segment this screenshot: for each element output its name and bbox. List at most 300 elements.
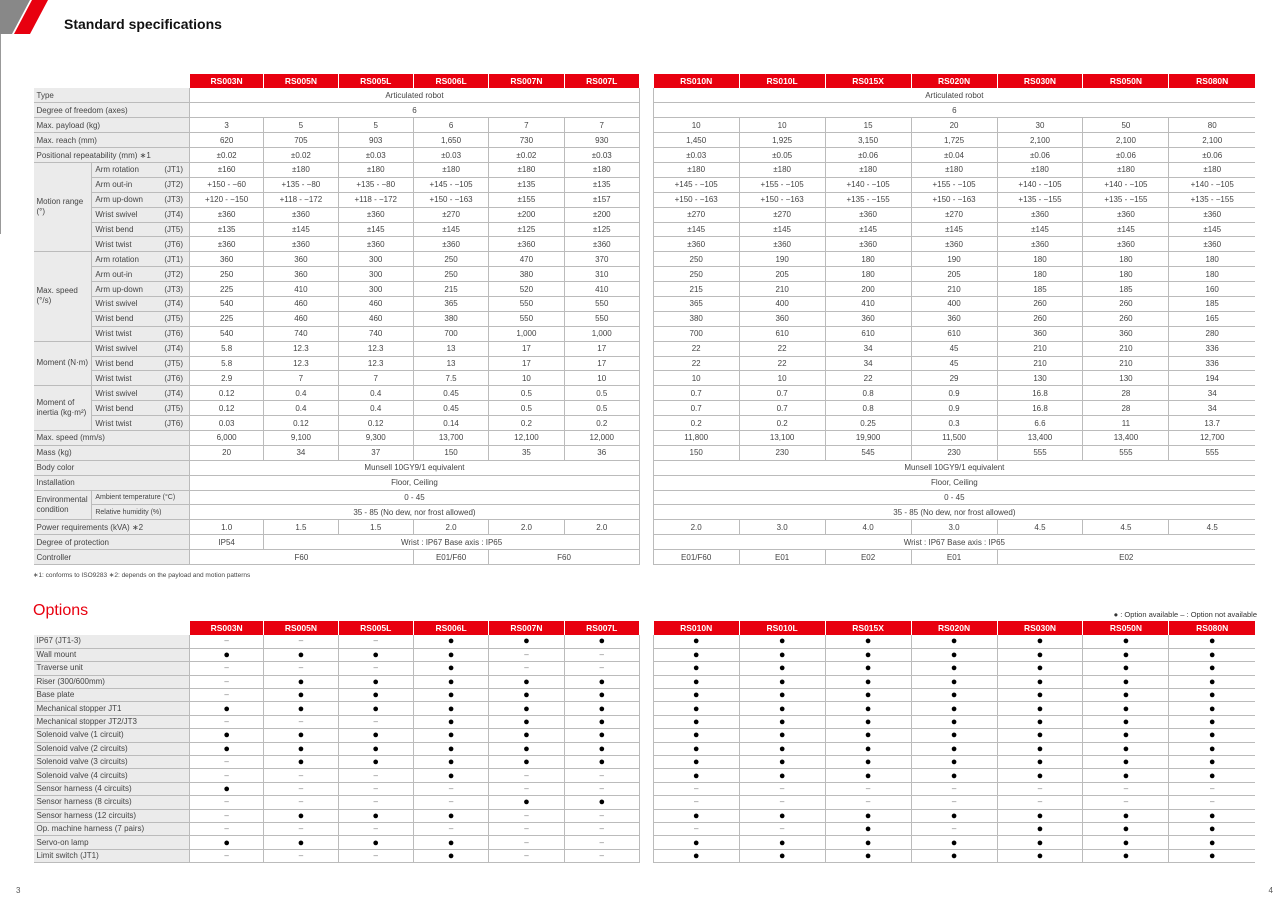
spec-row-group <box>34 162 1256 177</box>
sub-label-text: Arm rotation <box>95 165 139 175</box>
spec-row-power <box>34 520 1256 535</box>
spec-value: 360 <box>997 326 1083 341</box>
row-label: Degree of freedom (axes) <box>34 103 190 118</box>
sub-label <box>92 296 190 311</box>
option-unavailable-dash: – <box>338 769 413 782</box>
spec-value: 0.9 <box>911 401 997 416</box>
spec-value: 0.12 <box>189 386 263 401</box>
spec-value: 36 <box>564 445 639 460</box>
option-unavailable-dash: – <box>338 796 413 809</box>
spec-value: 0.5 <box>564 401 639 416</box>
option-unavailable-dash: – <box>564 782 639 795</box>
spec-value: Articulated robot <box>189 88 639 103</box>
spec-value: ±135 <box>489 177 564 192</box>
spec-value: Floor, Ceiling <box>189 475 639 490</box>
spec-value: 29 <box>911 371 997 386</box>
option-unavailable-dash: – <box>264 662 338 675</box>
spec-value: 300 <box>338 267 413 282</box>
spec-value: 610 <box>825 326 911 341</box>
option-available-dot: ● <box>564 689 639 702</box>
column-gap <box>639 341 653 356</box>
option-available-dot: ● <box>997 689 1083 702</box>
option-row <box>34 809 1256 822</box>
column-gap <box>639 252 653 267</box>
spec-value: 545 <box>825 445 911 460</box>
sub-label-text: Wrist swivel <box>95 388 138 398</box>
spec-row-group <box>34 356 1256 371</box>
option-unavailable-dash: – <box>413 782 488 795</box>
spec-value: 190 <box>911 252 997 267</box>
spec-value: 13,400 <box>1083 430 1169 445</box>
option-unavailable-dash: – <box>564 809 639 822</box>
option-row <box>34 756 1256 769</box>
sub-label <box>92 282 190 297</box>
spec-value: 7 <box>264 371 338 386</box>
joint-label: (JT5) <box>164 403 183 413</box>
option-available-dot: ● <box>739 662 825 675</box>
spec-value: Munsell 10GY9/1 equivalent <box>653 460 1255 475</box>
spec-value: 12,700 <box>1169 430 1255 445</box>
option-unavailable-dash: – <box>413 822 488 835</box>
spec-value: 205 <box>739 267 825 282</box>
column-gap <box>639 782 653 795</box>
spec-value: ±0.04 <box>911 148 997 163</box>
model-header: RS015X <box>825 74 911 88</box>
spec-row-group <box>34 371 1256 386</box>
spec-value: E01/F60 <box>413 550 488 565</box>
spec-value: 7 <box>564 118 639 133</box>
spec-value: ±180 <box>564 162 639 177</box>
spec-value: 11,800 <box>653 430 739 445</box>
option-available-dot: ● <box>1169 756 1255 769</box>
option-row <box>34 648 1256 661</box>
column-gap <box>639 809 653 822</box>
model-header: RS003N <box>190 621 264 635</box>
row-label: Body color <box>34 460 190 475</box>
spec-value: ±270 <box>739 207 825 222</box>
sub-label-text: Wrist bend <box>95 314 134 324</box>
sub-label-text: Wrist swivel <box>95 210 138 220</box>
spec-value: 12.3 <box>338 341 413 356</box>
option-unavailable-dash: – <box>653 782 739 795</box>
option-available-dot: ● <box>1083 729 1169 742</box>
option-available-dot: ● <box>825 729 911 742</box>
spec-value: 11,500 <box>911 430 997 445</box>
option-unavailable-dash: – <box>338 635 413 648</box>
option-unavailable-dash: – <box>564 769 639 782</box>
option-available-dot: ● <box>1083 849 1169 862</box>
spec-value: E02 <box>825 550 911 565</box>
spec-value: 2,100 <box>1169 133 1255 148</box>
spec-header-row <box>34 74 1256 88</box>
option-unavailable-dash: – <box>825 782 911 795</box>
option-available-dot: ● <box>264 836 338 849</box>
option-unavailable-dash: – <box>489 849 564 862</box>
model-header: RS010N <box>653 621 739 635</box>
sub-label <box>92 162 190 177</box>
sub-label <box>92 192 190 207</box>
joint-label: (JT4) <box>164 388 183 398</box>
option-available-dot: ● <box>489 729 564 742</box>
spec-value: ±0.03 <box>564 148 639 163</box>
option-available-dot: ● <box>911 702 997 715</box>
spec-value: ±0.02 <box>489 148 564 163</box>
option-unavailable-dash: – <box>489 769 564 782</box>
spec-value: ±360 <box>653 237 739 252</box>
spec-value: 550 <box>489 311 564 326</box>
spec-value: Munsell 10GY9/1 equivalent <box>189 460 639 475</box>
sub-label <box>92 177 190 192</box>
spec-value: 0.7 <box>739 386 825 401</box>
option-row <box>34 729 1256 742</box>
spec-value: 210 <box>997 341 1083 356</box>
model-header: RS030N <box>997 621 1083 635</box>
spec-value: 520 <box>489 282 564 297</box>
spec-value: 0.12 <box>264 416 338 431</box>
model-header: RS007N <box>489 621 564 635</box>
sub-label-text: Arm rotation <box>95 254 139 264</box>
option-available-dot: ● <box>338 648 413 661</box>
spec-value: 610 <box>911 326 997 341</box>
model-header: RS007L <box>564 621 639 635</box>
spec-row-environment <box>34 490 1256 505</box>
option-available-dot: ● <box>264 729 338 742</box>
spec-value: 180 <box>997 267 1083 282</box>
page-edge-line <box>0 34 1 234</box>
option-label: Solenoid valve (4 circuits) <box>34 769 190 782</box>
option-available-dot: ● <box>1169 729 1255 742</box>
spec-value: ±0.05 <box>739 148 825 163</box>
spec-value: 0.12 <box>189 401 263 416</box>
option-available-dot: ● <box>489 756 564 769</box>
option-available-dot: ● <box>190 836 264 849</box>
option-available-dot: ● <box>413 662 488 675</box>
spec-value: Floor, Ceiling <box>653 475 1255 490</box>
option-available-dot: ● <box>264 742 338 755</box>
spec-value: 0.7 <box>739 401 825 416</box>
spec-value: +150 - −163 <box>413 192 488 207</box>
option-row <box>34 635 1256 648</box>
spec-value: 540 <box>189 296 263 311</box>
spec-value: 180 <box>1169 267 1255 282</box>
sub-label-text: Wrist bend <box>95 403 134 413</box>
spec-value: 250 <box>189 267 263 282</box>
option-available-dot: ● <box>413 742 488 755</box>
row-label: Controller <box>34 550 190 565</box>
spec-value: 10 <box>489 371 564 386</box>
spec-row-body-color <box>34 460 1256 475</box>
spec-value: 0.14 <box>413 416 488 431</box>
spec-value: ±0.03 <box>413 148 488 163</box>
header-gap <box>639 621 653 635</box>
option-unavailable-dash: – <box>911 782 997 795</box>
option-available-dot: ● <box>739 702 825 715</box>
option-available-dot: ● <box>653 689 739 702</box>
spec-value: ±0.06 <box>997 148 1083 163</box>
option-label: Traverse unit <box>34 662 190 675</box>
sub-label-text: Arm out-in <box>95 269 133 279</box>
spec-row-group <box>34 401 1256 416</box>
spec-row-dof <box>34 103 1256 118</box>
option-available-dot: ● <box>264 702 338 715</box>
spec-value: 17 <box>489 356 564 371</box>
option-unavailable-dash: – <box>413 796 488 809</box>
spec-value: 0.4 <box>338 401 413 416</box>
spec-row-group <box>34 326 1256 341</box>
model-header: RS010N <box>653 74 739 88</box>
spec-value: ±360 <box>564 237 639 252</box>
option-available-dot: ● <box>338 836 413 849</box>
spec-value: +155 - −105 <box>911 177 997 192</box>
spec-value: 410 <box>264 282 338 297</box>
option-available-dot: ● <box>413 702 488 715</box>
spec-value: ±145 <box>911 222 997 237</box>
group-label: Environmental condition <box>34 490 92 520</box>
option-unavailable-dash: – <box>653 822 739 835</box>
column-gap <box>639 326 653 341</box>
spec-value: ±135 <box>189 222 263 237</box>
spec-row-group <box>34 341 1256 356</box>
spec-value: ±0.06 <box>825 148 911 163</box>
model-header: RS005L <box>338 621 413 635</box>
spec-value: ±360 <box>189 237 263 252</box>
column-gap <box>639 416 653 431</box>
option-available-dot: ● <box>564 702 639 715</box>
column-gap <box>639 430 653 445</box>
joint-label: (JT6) <box>164 329 183 339</box>
option-available-dot: ● <box>489 689 564 702</box>
spec-value: ±200 <box>564 207 639 222</box>
column-gap <box>639 836 653 849</box>
spec-value: 22 <box>739 356 825 371</box>
spec-value: ±180 <box>1083 162 1169 177</box>
option-unavailable-dash: – <box>739 796 825 809</box>
spec-value: 555 <box>1169 445 1255 460</box>
spec-value: 37 <box>338 445 413 460</box>
spec-value: 610 <box>739 326 825 341</box>
option-unavailable-dash: – <box>489 836 564 849</box>
spec-value: 365 <box>653 296 739 311</box>
spec-value: 540 <box>189 326 263 341</box>
spec-value: 22 <box>825 371 911 386</box>
column-gap <box>639 222 653 237</box>
spec-row-type <box>34 88 1256 103</box>
spec-value: 6 <box>653 103 1255 118</box>
spec-value: +150 - −163 <box>653 192 739 207</box>
spec-value: 700 <box>653 326 739 341</box>
spec-value: 4.5 <box>997 520 1083 535</box>
spec-value: 460 <box>264 311 338 326</box>
option-unavailable-dash: – <box>653 796 739 809</box>
option-unavailable-dash: – <box>264 782 338 795</box>
column-gap <box>639 133 653 148</box>
option-available-dot: ● <box>564 729 639 742</box>
spec-value: ±145 <box>338 222 413 237</box>
option-available-dot: ● <box>911 729 997 742</box>
spec-value: +135 - −80 <box>264 177 338 192</box>
option-available-dot: ● <box>997 742 1083 755</box>
row-label: Power requirements (kVA) ∗2 <box>34 520 190 535</box>
model-header: RS020N <box>911 74 997 88</box>
spec-value: 210 <box>1083 341 1169 356</box>
options-header-row <box>34 621 1256 635</box>
spec-value: 460 <box>338 296 413 311</box>
column-gap <box>639 192 653 207</box>
spec-value: 215 <box>653 282 739 297</box>
spec-value: ±360 <box>825 237 911 252</box>
column-gap <box>639 769 653 782</box>
option-available-dot: ● <box>1083 635 1169 648</box>
option-label: Sensor harness (8 circuits) <box>34 796 190 809</box>
option-available-dot: ● <box>1169 648 1255 661</box>
column-gap <box>639 689 653 702</box>
row-label: Installation <box>34 475 190 490</box>
header-blank <box>34 74 190 88</box>
spec-value: 194 <box>1169 371 1255 386</box>
option-unavailable-dash: – <box>190 675 264 688</box>
option-unavailable-dash: – <box>338 822 413 835</box>
spec-value: ±180 <box>489 162 564 177</box>
spec-value: ±160 <box>189 162 263 177</box>
joint-label: (JT1) <box>164 165 183 175</box>
sub-label <box>92 311 190 326</box>
option-available-dot: ● <box>1083 742 1169 755</box>
spec-value: 360 <box>189 252 263 267</box>
option-unavailable-dash: – <box>264 822 338 835</box>
option-available-dot: ● <box>997 675 1083 688</box>
option-available-dot: ● <box>739 756 825 769</box>
option-unavailable-dash: – <box>911 796 997 809</box>
option-label: Mechanical stopper JT1 <box>34 702 190 715</box>
spec-row-basic <box>34 118 1256 133</box>
option-label: Mechanical stopper JT2/JT3 <box>34 715 190 728</box>
option-row <box>34 715 1256 728</box>
option-row <box>34 662 1256 675</box>
spec-row-protection <box>34 535 1256 550</box>
group-label: Max. speed (°/s) <box>34 252 92 341</box>
spec-value: 180 <box>1083 252 1169 267</box>
spec-value: 260 <box>997 296 1083 311</box>
spec-value: ±155 <box>489 192 564 207</box>
model-header: RS050N <box>1083 74 1169 88</box>
spec-value: ±360 <box>489 237 564 252</box>
spec-value: 210 <box>739 282 825 297</box>
option-available-dot: ● <box>489 742 564 755</box>
spec-value: 360 <box>1083 326 1169 341</box>
spec-row-group <box>34 311 1256 326</box>
option-available-dot: ● <box>739 689 825 702</box>
header-stripe-graphic <box>0 0 60 34</box>
spec-value: ±270 <box>911 207 997 222</box>
option-row <box>34 782 1256 795</box>
option-available-dot: ● <box>825 635 911 648</box>
spec-value: ±360 <box>825 207 911 222</box>
option-available-dot: ● <box>739 836 825 849</box>
spec-value: 34 <box>264 445 338 460</box>
spec-value: 130 <box>1083 371 1169 386</box>
spec-value: 460 <box>338 311 413 326</box>
option-unavailable-dash: – <box>564 849 639 862</box>
spec-value: 210 <box>997 356 1083 371</box>
spec-value: ±0.03 <box>338 148 413 163</box>
option-unavailable-dash: – <box>564 836 639 849</box>
spec-value: 700 <box>413 326 488 341</box>
spec-value: ±360 <box>338 237 413 252</box>
model-header: RS005N <box>264 74 338 88</box>
joint-label: (JT1) <box>164 254 183 264</box>
option-unavailable-dash: – <box>564 648 639 661</box>
column-gap <box>639 296 653 311</box>
spec-value: 35 - 85 (No dew, nor frost allowed) <box>189 505 639 520</box>
spec-value: ±145 <box>1083 222 1169 237</box>
option-label: Limit switch (JT1) <box>34 849 190 862</box>
spec-value: 0.4 <box>264 401 338 416</box>
spec-value: ±135 <box>564 177 639 192</box>
spec-value: 360 <box>739 311 825 326</box>
option-available-dot: ● <box>1083 809 1169 822</box>
spec-value: 300 <box>338 282 413 297</box>
option-unavailable-dash: – <box>338 782 413 795</box>
spec-value: 2.9 <box>189 371 263 386</box>
spec-value: ±180 <box>911 162 997 177</box>
option-available-dot: ● <box>911 662 997 675</box>
option-available-dot: ● <box>489 702 564 715</box>
spec-value: ±0.02 <box>264 148 338 163</box>
option-available-dot: ● <box>997 849 1083 862</box>
spec-value: 555 <box>1083 445 1169 460</box>
spec-value: 0.2 <box>564 416 639 431</box>
option-available-dot: ● <box>911 689 997 702</box>
spec-value: 0.8 <box>825 386 911 401</box>
option-available-dot: ● <box>264 689 338 702</box>
sub-label <box>92 252 190 267</box>
option-available-dot: ● <box>997 729 1083 742</box>
model-header: RS003N <box>189 74 263 88</box>
option-available-dot: ● <box>653 729 739 742</box>
column-gap <box>639 386 653 401</box>
spec-value: 12,100 <box>489 430 564 445</box>
joint-label: (JT3) <box>164 195 183 205</box>
option-available-dot: ● <box>1169 822 1255 835</box>
sub-label-text: Arm up-down <box>95 284 143 294</box>
option-available-dot: ● <box>564 675 639 688</box>
spec-value: 45 <box>911 356 997 371</box>
page-title: Standard specifications <box>64 16 222 32</box>
column-gap <box>639 267 653 282</box>
spec-value: +145 - −105 <box>413 177 488 192</box>
joint-label: (JT6) <box>164 418 183 428</box>
option-unavailable-dash: – <box>190 635 264 648</box>
column-gap <box>639 311 653 326</box>
option-label: Riser (300/600mm) <box>34 675 190 688</box>
spec-value: 0.2 <box>653 416 739 431</box>
option-available-dot: ● <box>997 648 1083 661</box>
spec-value: E01 <box>911 550 997 565</box>
option-unavailable-dash: – <box>190 796 264 809</box>
option-label: Solenoid valve (3 circuits) <box>34 756 190 769</box>
spec-value: 17 <box>564 356 639 371</box>
spec-value: 550 <box>564 296 639 311</box>
column-gap <box>639 715 653 728</box>
spec-value: 12.3 <box>264 341 338 356</box>
options-legend: ● : Option available – : Option not available <box>1113 610 1257 619</box>
spec-value: 34 <box>825 356 911 371</box>
model-header: RS080N <box>1169 621 1255 635</box>
column-gap <box>639 490 653 505</box>
column-gap <box>639 702 653 715</box>
model-header: RS010L <box>739 621 825 635</box>
spec-value: 10 <box>739 371 825 386</box>
